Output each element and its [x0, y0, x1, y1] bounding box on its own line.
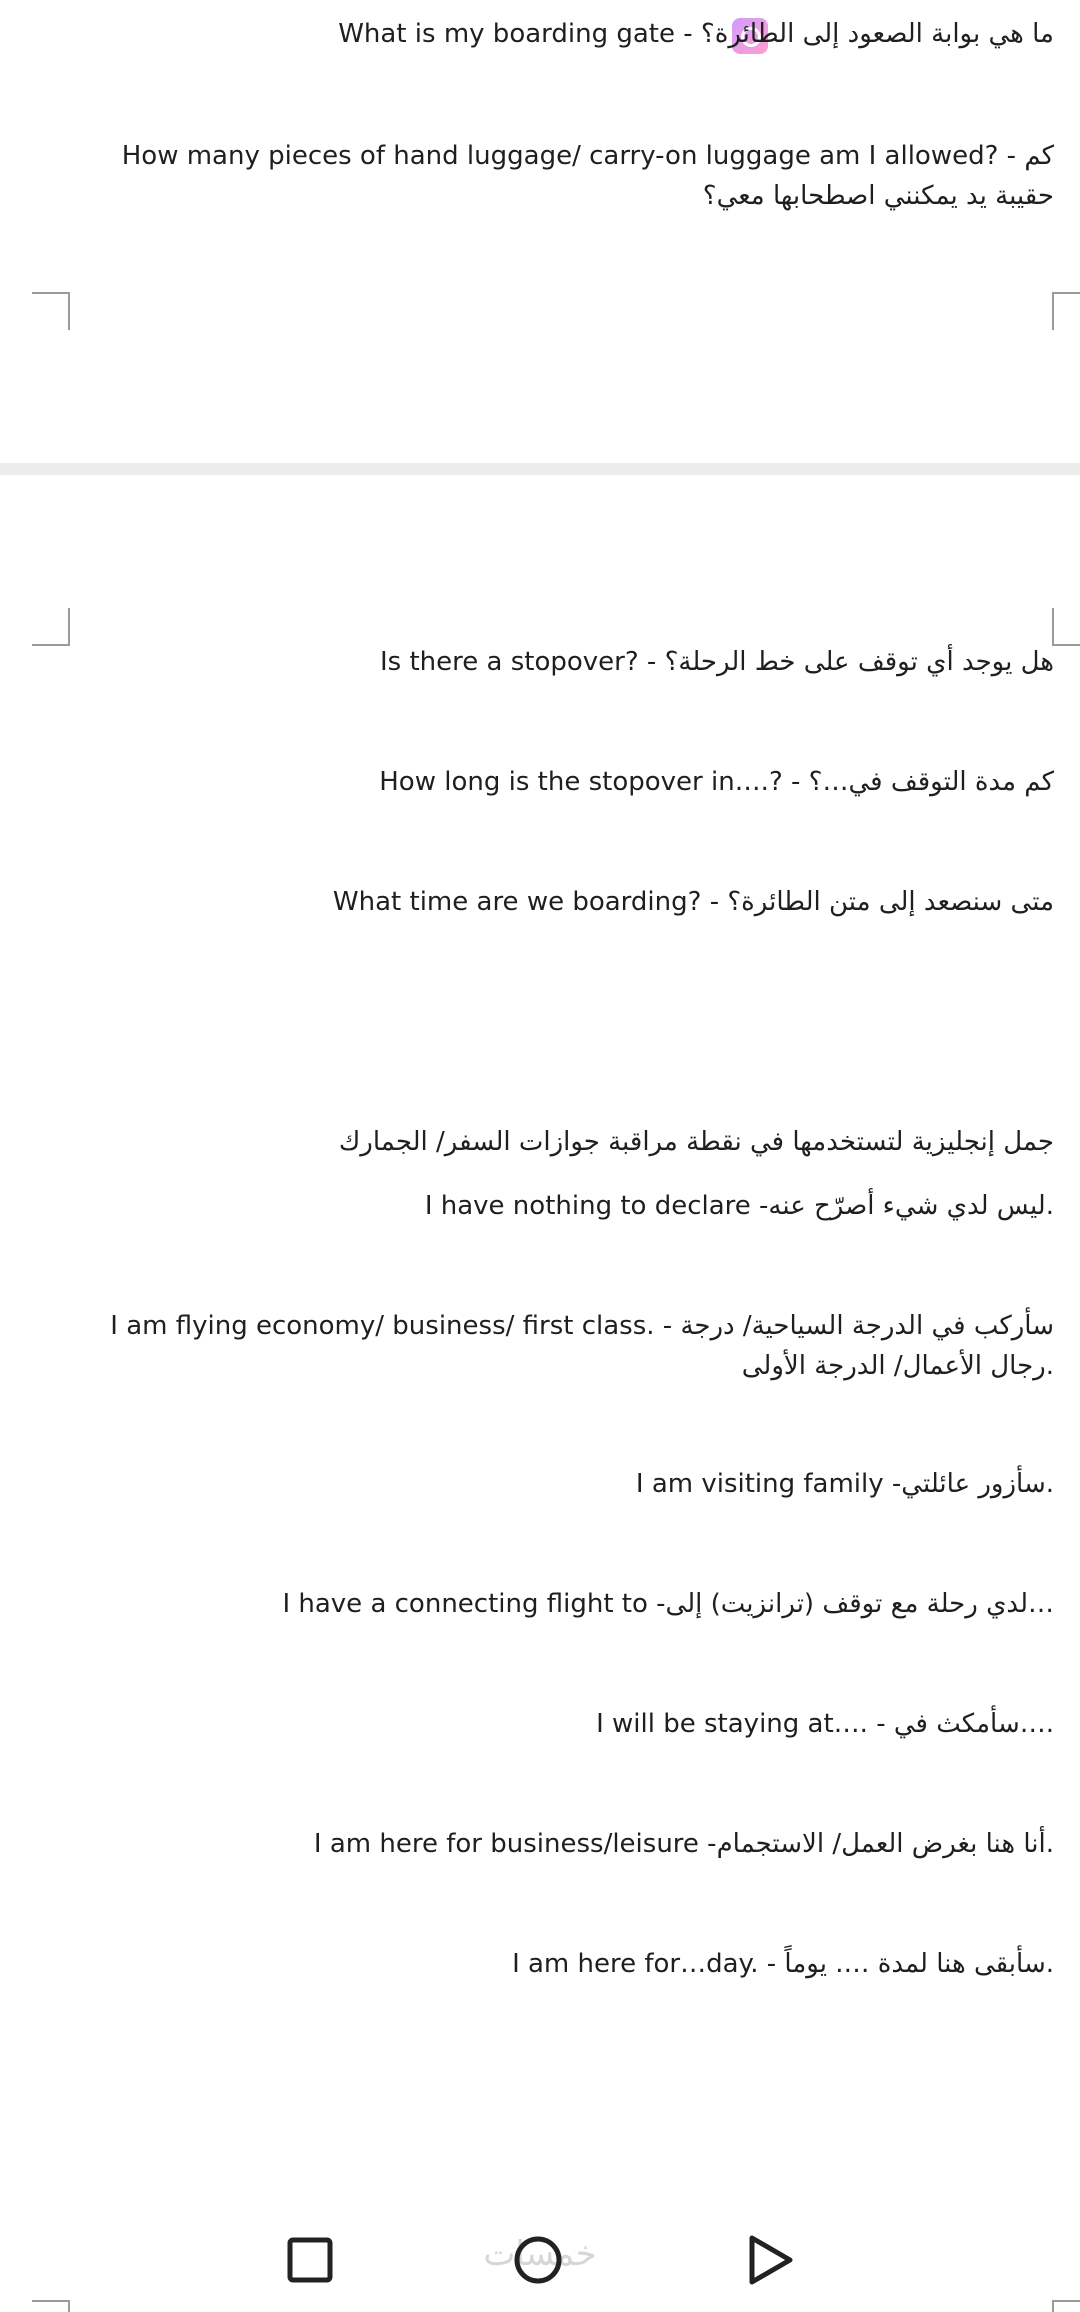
circle-icon — [512, 2234, 564, 2286]
watermark-logo: خمسات — [483, 2234, 597, 2274]
page-corner-mark — [1052, 292, 1080, 330]
page-corner-mark — [32, 292, 70, 330]
page-corner-mark — [32, 608, 70, 646]
phrase-business-leisure: I am here for business/leisure -أنا هنا بغرض العمل/ الاستجمام. — [313, 1829, 1054, 1859]
phrase-hand-luggage: How many pieces of hand luggage/ carry-on luggage am I allowed? - كم حقيبة يد يمكنني اصطحابها معي؟ — [121, 141, 1054, 211]
square-icon — [284, 2234, 336, 2286]
phrase-connecting-flight: I have a connecting flight to -لدي رحلة مع توقف (ترانزيت) إلى… — [282, 1589, 1054, 1619]
triangle-back-icon — [744, 2234, 796, 2286]
page-corner-mark — [1052, 2300, 1080, 2312]
phrase-flying-class: I am flying economy/ business/ first class. - سأركب في الدرجة السياحية/ درجة رجال الأعمال/ الدرجة الأولى. — [110, 1311, 1054, 1381]
phrase-visiting-family: I am visiting family -سأزور عائلتي. — [635, 1469, 1054, 1499]
page-corner-mark — [32, 2300, 70, 2312]
phrase-boarding-time: What time are we boarding? - متى سنصعد إلى متن الطائرة؟ — [332, 887, 1054, 917]
phrase-staying-at: I will be staying at…. - سأمكث في…. — [596, 1709, 1054, 1739]
phrase-duration-days: I am here for…day. - سأبقى هنا لمدة …. يوماً. — [512, 1949, 1054, 1979]
phrase-nothing-to-declare: I have nothing to declare -ليس لدي شيء أصرّح عنه. — [424, 1191, 1054, 1221]
page-corner-mark — [1052, 608, 1080, 646]
phrase-boarding-gate: What is my boarding gate - ما هي بوابة الصعود إلى الطائرة؟ — [338, 19, 1054, 49]
back-button[interactable] — [744, 2234, 796, 2286]
phrase-stopover: Is there a stopover? - هل يوجد أي توقف على خط الرحلة؟ — [380, 647, 1054, 677]
recent-apps-button[interactable] — [284, 2234, 336, 2286]
page-separator — [0, 463, 1080, 475]
section-heading-passport-control: جمل إنجليزية لتستخدمها في نقطة مراقبة جوازات السفر/ الجمارك — [338, 1127, 1054, 1157]
phrase-stopover-length: How long is the stopover in….? - كم مدة التوقف في…؟ — [379, 767, 1054, 797]
system-navigation-bar — [0, 2220, 1080, 2300]
home-button[interactable] — [512, 2234, 564, 2286]
